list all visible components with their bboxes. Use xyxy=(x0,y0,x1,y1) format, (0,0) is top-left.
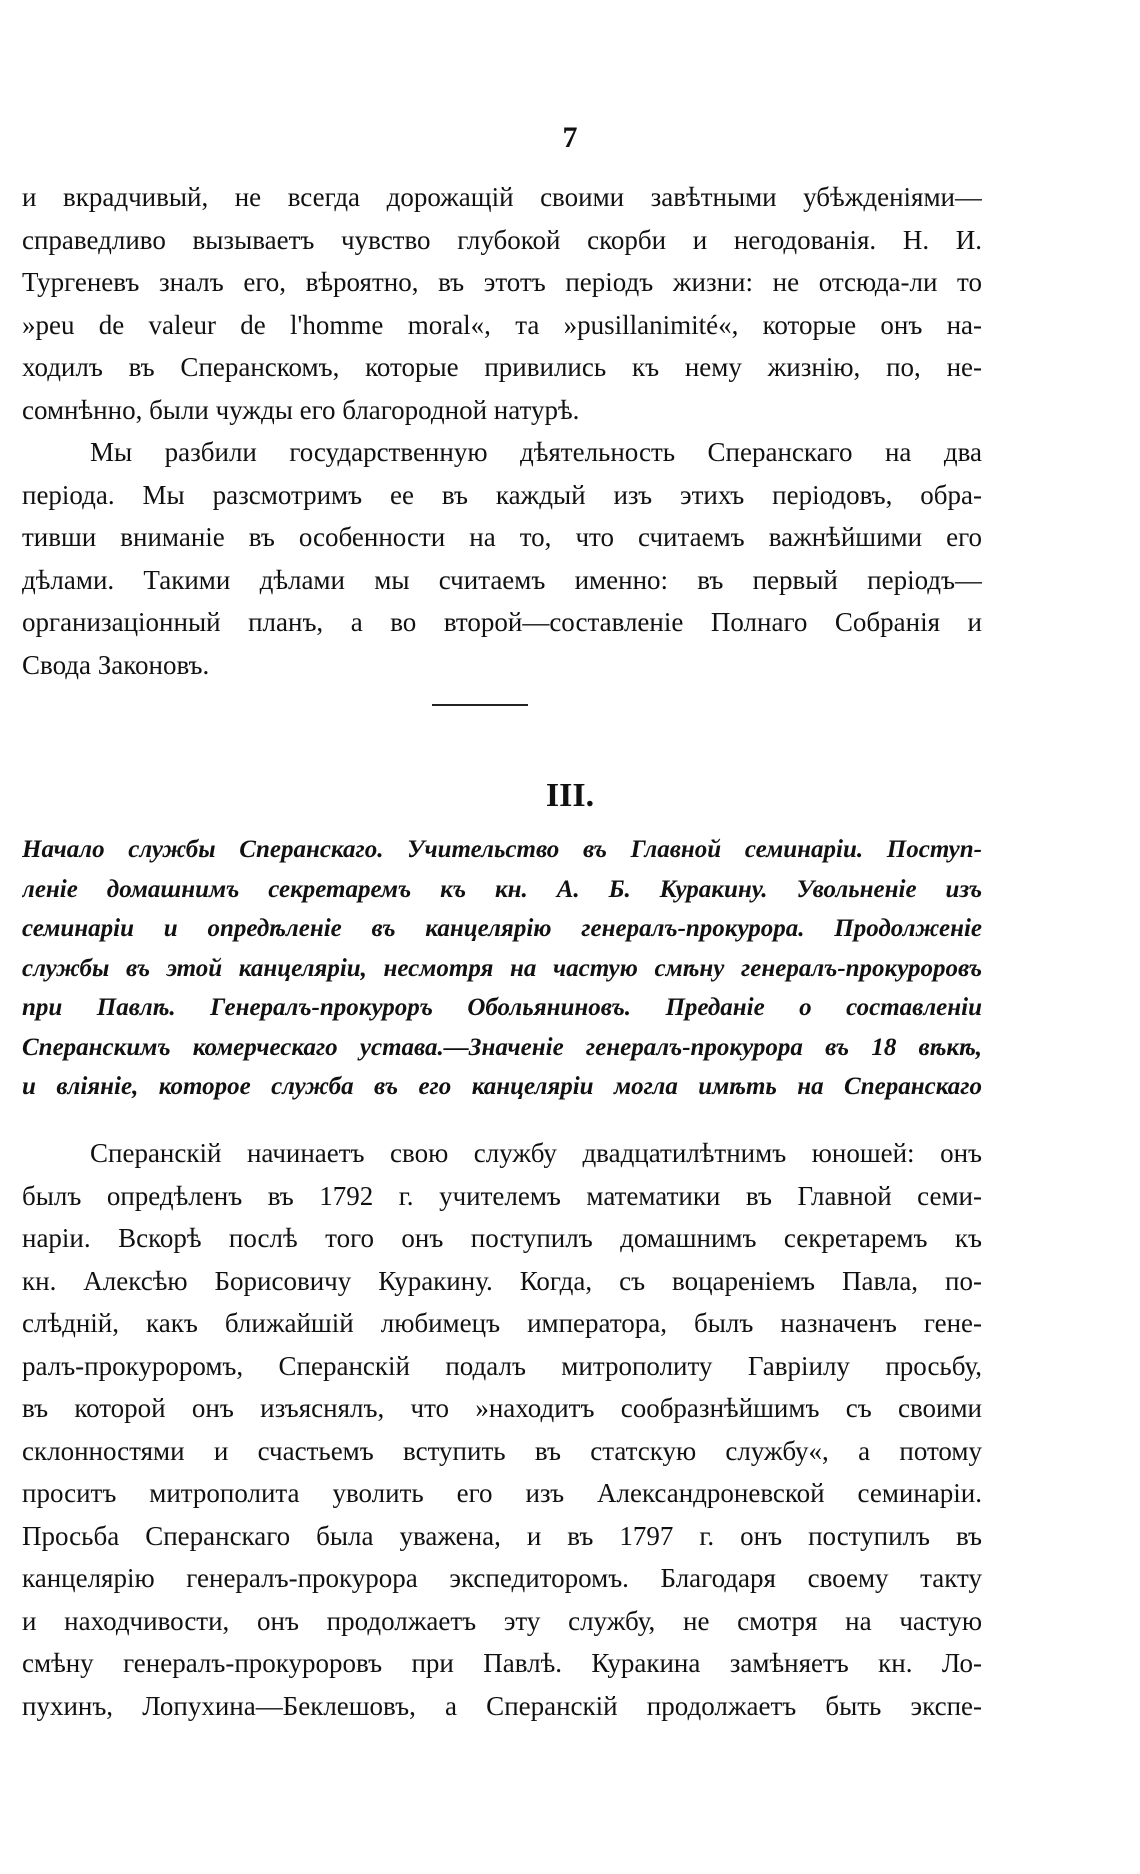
text-line: тивши вниманіе въ особенности на то, что считаемъ важнѣйшими его xyxy=(22,522,982,552)
text-line: дѣлами. Такими дѣлами мы считаемъ именно: въ первый періодъ— xyxy=(22,564,982,595)
text-line: Тургеневъ зналъ его, вѣроятно, въ этотъ періодъ жизни: не отсюда-ли то xyxy=(22,267,982,297)
text-line: сомнѣнно, были чужды его благородной натурѣ. xyxy=(22,394,580,425)
text-line: слѣдній, какъ ближайшій любимецъ императора, былъ назначенъ гене- xyxy=(22,1308,982,1338)
text-line: въ которой онъ изъяснялъ, что »находитъ сообразнѣйшимъ съ своими xyxy=(22,1393,982,1423)
summary-line: службы въ этой канцеляріи, несмотря на частую смѣну генералъ-прокуроровъ xyxy=(22,954,982,982)
page-number: 7 xyxy=(562,121,578,154)
text-line: организаціонный планъ, а во второй—составленіе Полнаго Собранія и xyxy=(22,607,982,637)
summary-line: леніе домашнимъ секретаремъ къ кн. А. Б. Куракину. Увольненіе изъ xyxy=(22,875,982,903)
paragraph-block-intro xyxy=(22,176,982,686)
summary-line: при Павлѣ. Генералъ-прокуроръ Обольяниновъ. Преданіе о составленіи xyxy=(22,994,982,1021)
summary-line: и вліяніе, которое служба въ его канцеляріи могла имѣть на Сперанскаго xyxy=(22,1073,982,1100)
text-line: проситъ митрополита уволить его изъ Александроневской семинаріи. xyxy=(22,1478,982,1508)
text-line: Мы разбили государственную дѣятельность Сперанскаго на два xyxy=(90,437,982,467)
text-line: ходилъ въ Сперанскомъ, которые привились къ нему жизнію, по, не- xyxy=(22,352,982,382)
text-line: Свода Законовъ. xyxy=(22,649,210,680)
text-line: справедливо вызываетъ чувство глубокой скорби и негодованія. Н. И. xyxy=(22,224,982,255)
text-line: Сперанскій начинаетъ свою службу двадцатилѣтнимъ юношей: онъ xyxy=(90,1138,982,1168)
text-line: и находчивости, онъ продолжаетъ эту службу, не смотря на частую xyxy=(22,1605,982,1636)
text-line: и вкрадчивый, не всегда дорожащій своими завѣтными убѣжденіями— xyxy=(22,182,982,212)
text-line: былъ опредѣленъ въ 1792 г. учителемъ математики въ Главной семи- xyxy=(22,1180,982,1211)
summary-line: Сперанскимъ комерческаго устава.—Значеніе генералъ-прокурора въ 18 вѣкѣ, xyxy=(22,1033,982,1061)
text-line: смѣну генералъ-прокуроровъ при Павлѣ. Куракина замѣняетъ кн. Ло- xyxy=(22,1648,982,1678)
paragraph-block-main xyxy=(22,1132,982,1727)
text-line: наріи. Вскорѣ послѣ того онъ поступилъ домашнимъ секретаремъ къ xyxy=(22,1223,982,1253)
section-heading: III. xyxy=(545,777,595,814)
text-line: періода. Мы разсмотримъ ее въ каждый изъ этихъ періодовъ, обра- xyxy=(22,479,982,510)
text-line: пухинъ, Лопухина—Беклешовъ, а Сперанскій продолжаетъ быть экспе- xyxy=(22,1690,982,1721)
text-line: »peu de valeur de l'homme moral«, та »pusillanimité«, которые онъ на- xyxy=(22,309,982,340)
text-line: ралъ-прокуроромъ, Сперанскій подалъ митрополиту Гавріилу просьбу, xyxy=(22,1350,982,1381)
text-line: склонностями и счастьемъ вступить въ статскую службу«, а потому xyxy=(22,1435,982,1466)
text-line: канцелярію генералъ-прокурора экспедиторомъ. Благодаря своему такту xyxy=(22,1563,982,1593)
text-line: Просьба Сперанскаго была уважена, и въ 1797 г. онъ поступилъ въ xyxy=(22,1520,982,1551)
summary-line: Начало службы Сперанскаго. Учительство въ Главной семинаріи. Поступ- xyxy=(22,836,982,863)
section-divider xyxy=(432,704,528,706)
summary-line: семинаріи и опредѣленіе въ канцелярію генералъ-прокурора. Продолженіе xyxy=(22,915,982,942)
text-line: кн. Алексѣю Борисовичу Куракину. Когда, съ воцареніемъ Павла, по- xyxy=(22,1265,982,1296)
chapter-summary xyxy=(22,830,982,1107)
